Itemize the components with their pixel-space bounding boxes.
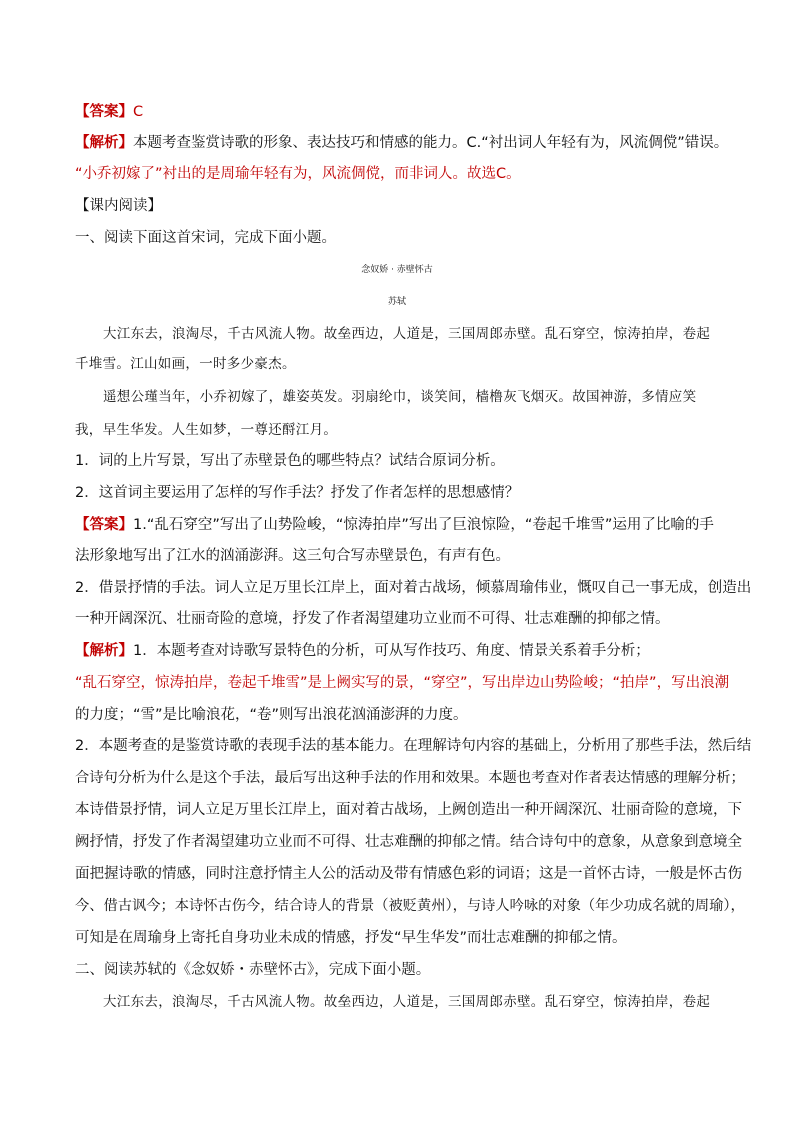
analysis-text: 本诗借景抒情，词人立足万里长江岸上，面对着古战场，上阙创造出一种开阔深沉、壮丽奇险的意境，下 <box>75 802 742 818</box>
answer-value: C <box>133 104 144 120</box>
poem-line: 大江东去，浪淘尽，千古风流人物。故垒西边，人道是，三国周郎赤壁。乱石穿空，惊涛拍岸，卷起 <box>103 994 711 1010</box>
analysis-tag: 【解析】 <box>75 135 133 151</box>
poem-title: 念奴娇 · 赤壁怀古 <box>361 265 433 275</box>
question-1: 1．词的上片写景，写出了赤壁景色的哪些特点？试结合原词分析。 <box>75 453 505 469</box>
poem-line: 遥想公瑾当年，小乔初嫁了，雄姿英发。羽扇纶巾，谈笑间，樯橹灰飞烟灭。故国神游，多情应笑 <box>103 389 697 405</box>
answer-text: 法形象地写出了江水的汹涌澎湃。这三句合写赤壁景色，有声有色。 <box>75 548 510 564</box>
analysis-text: 合诗句分析为什么是这个手法，最后写出这种手法的作用和效果。本题也考查对作者表达情感的理解分析； <box>75 770 745 786</box>
analysis-text: 2．本题考查的是鉴赏诗歌的表现手法的基本能力。在理解诗句内容的基础上，分析用了那些手法，然后结 <box>75 738 752 754</box>
analysis-text: “小乔初嫁了”衬出的是周瑜年轻有为，风流倜傥，而非词人。故选C。 <box>75 166 521 182</box>
section-label: 【课内阅读】 <box>75 198 162 214</box>
analysis-text: 可知是在周瑜身上寄托自身功业未成的情感，抒发“早生华发”而壮志难酬的抑郁之情。 <box>75 930 627 946</box>
poem-line: 大江东去，浪淘尽，千古风流人物。故垒西边，人道是，三国周郎赤壁。乱石穿空，惊涛拍岸，卷起 <box>103 326 711 342</box>
answer-line <box>75 102 143 122</box>
answer-line <box>75 515 714 535</box>
poem-line: 千堆雪。江山如画，一时多少豪杰。 <box>75 356 296 372</box>
analysis-text: “乱石穿空，惊涛拍岸，卷起千堆雪”是上阙实写的景，“穿空”，写出岸边山势险峻；“拍岸”，写出浪潮 <box>75 675 730 691</box>
analysis-line <box>75 133 728 153</box>
analysis-text: 面把握诗歌的情感，同时注意抒情主人公的活动及带有情感色彩的词语；这是一首怀古诗，一般是怀古伤 <box>75 866 742 882</box>
analysis-line <box>75 641 650 661</box>
poem-line: 我，早生华发。人生如梦，一尊还酹江月。 <box>75 422 338 438</box>
answer-tag: 【答案】 <box>75 517 133 533</box>
analysis-tag: 【解析】 <box>75 643 133 659</box>
part1-heading: 一、阅读下面这首宋词，完成下面小题。 <box>75 230 336 246</box>
analysis-text: 阙抒情，抒发了作者渴望建功立业而不可得、壮志难酬的抑郁之情。结合诗句中的意象，从意象到意境全 <box>75 834 742 850</box>
analysis-text: 的力度；“雪”是比喻浪花，“卷”则写出浪花汹涌澎湃的力度。 <box>75 707 468 723</box>
poem-author: 苏轼 <box>387 297 406 307</box>
analysis-text: 本题考查鉴赏诗歌的形象、表达技巧和情感的能力。C.“衬出词人年轻有为，风流倜傥”错误。 <box>133 135 729 151</box>
answer-text: 1.“乱石穿空”写出了山势险峻，“惊涛拍岸”写出了巨浪惊险，“卷起千堆雪”运用了比喻的手 <box>133 517 714 533</box>
answer-tag: 【答案】 <box>75 104 133 120</box>
analysis-text: 1．本题考查对诗歌写景特色的分析，可从写作技巧、角度、情景关系着手分析； <box>133 643 650 659</box>
analysis-text: 今、借古讽今；本诗怀古伤今，结合诗人的背景（被贬黄州），与诗人吟咏的对象（年少功成名就的周瑜）， <box>75 898 745 914</box>
part2-heading: 二、阅读苏轼的《念奴娇・赤壁怀古》，完成下面小题。 <box>75 962 431 978</box>
answer-text: 一种开阔深沉、壮丽奇险的意境，抒发了作者渴望建功立业而不可得、壮志难酬的抑郁之情。 <box>75 611 670 627</box>
answer-text: 2．借景抒情的手法。词人立足万里长江岸上，面对着古战场，倾慕周瑜伟业，慨叹自己一事无成，创造出 <box>75 580 752 596</box>
question-2: 2．这首词主要运用了怎样的写作手法？抒发了作者怎样的思想感情？ <box>75 485 520 501</box>
